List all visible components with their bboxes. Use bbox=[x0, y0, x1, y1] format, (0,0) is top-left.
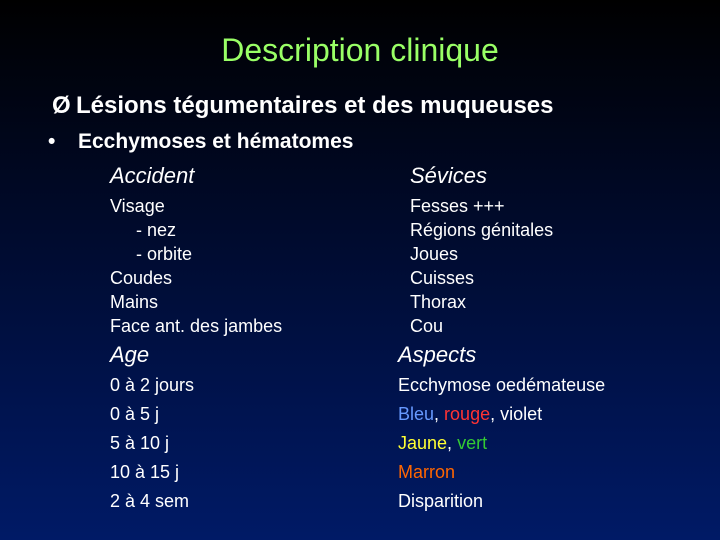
aspects-item-marron: Marron bbox=[398, 462, 456, 482]
color-violet: violet bbox=[500, 404, 543, 424]
color-vert: vert bbox=[457, 433, 488, 453]
sevices-item: Cuisses bbox=[410, 268, 475, 288]
sevices-item: Cou bbox=[410, 316, 444, 336]
age-item: 5 à 10 j bbox=[110, 433, 170, 453]
age-item: 0 à 2 jours bbox=[110, 375, 195, 395]
separator: , bbox=[490, 404, 501, 424]
aspects-item: Ecchymose oedémateuse bbox=[398, 375, 606, 395]
accident-item: Coudes bbox=[110, 268, 173, 288]
color-bleu: Bleu bbox=[398, 404, 435, 424]
accident-item: Face ant. des jambes bbox=[110, 316, 283, 336]
sevices-item: Joues bbox=[410, 244, 459, 264]
color-jaune: Jaune bbox=[398, 433, 448, 453]
aspects-item-colors bbox=[398, 429, 605, 458]
age-item: 2 à 4 sem bbox=[110, 491, 190, 511]
age-item: 10 à 15 j bbox=[110, 462, 180, 482]
accident-item: - nez bbox=[136, 220, 177, 240]
sevices-column bbox=[410, 162, 553, 338]
accident-item: - orbite bbox=[136, 244, 193, 264]
color-rouge: rouge bbox=[444, 404, 491, 424]
separator: , bbox=[434, 404, 445, 424]
accident-item: Visage bbox=[110, 196, 165, 216]
subsection-text: Ecchymoses et hématomes bbox=[78, 130, 354, 153]
subsection-heading bbox=[48, 128, 353, 156]
accident-column bbox=[110, 162, 282, 338]
separator: , bbox=[447, 433, 458, 453]
sevices-item: Thorax bbox=[410, 292, 467, 312]
age-item: 0 à 5 j bbox=[110, 404, 160, 424]
sevices-item: Fesses +++ bbox=[410, 196, 505, 216]
accident-heading: Accident bbox=[110, 163, 195, 188]
arrow-bullet-icon: Ø bbox=[52, 92, 71, 119]
aspects-heading: Aspects bbox=[398, 342, 477, 367]
accident-item: Mains bbox=[110, 292, 159, 312]
aspects-item: Disparition bbox=[398, 491, 484, 511]
aspects-column bbox=[398, 341, 605, 516]
sevices-item: Régions génitales bbox=[410, 220, 554, 240]
section-text: Lésions tégumentaires et des muqueuses bbox=[76, 92, 554, 119]
dot-bullet-icon: • bbox=[48, 130, 56, 153]
sevices-heading: Sévices bbox=[410, 163, 488, 188]
age-heading: Age bbox=[110, 342, 150, 367]
slide-title: Description clinique bbox=[221, 32, 499, 68]
age-column bbox=[110, 341, 194, 516]
aspects-item-colors bbox=[398, 400, 605, 429]
section-heading bbox=[52, 90, 553, 122]
